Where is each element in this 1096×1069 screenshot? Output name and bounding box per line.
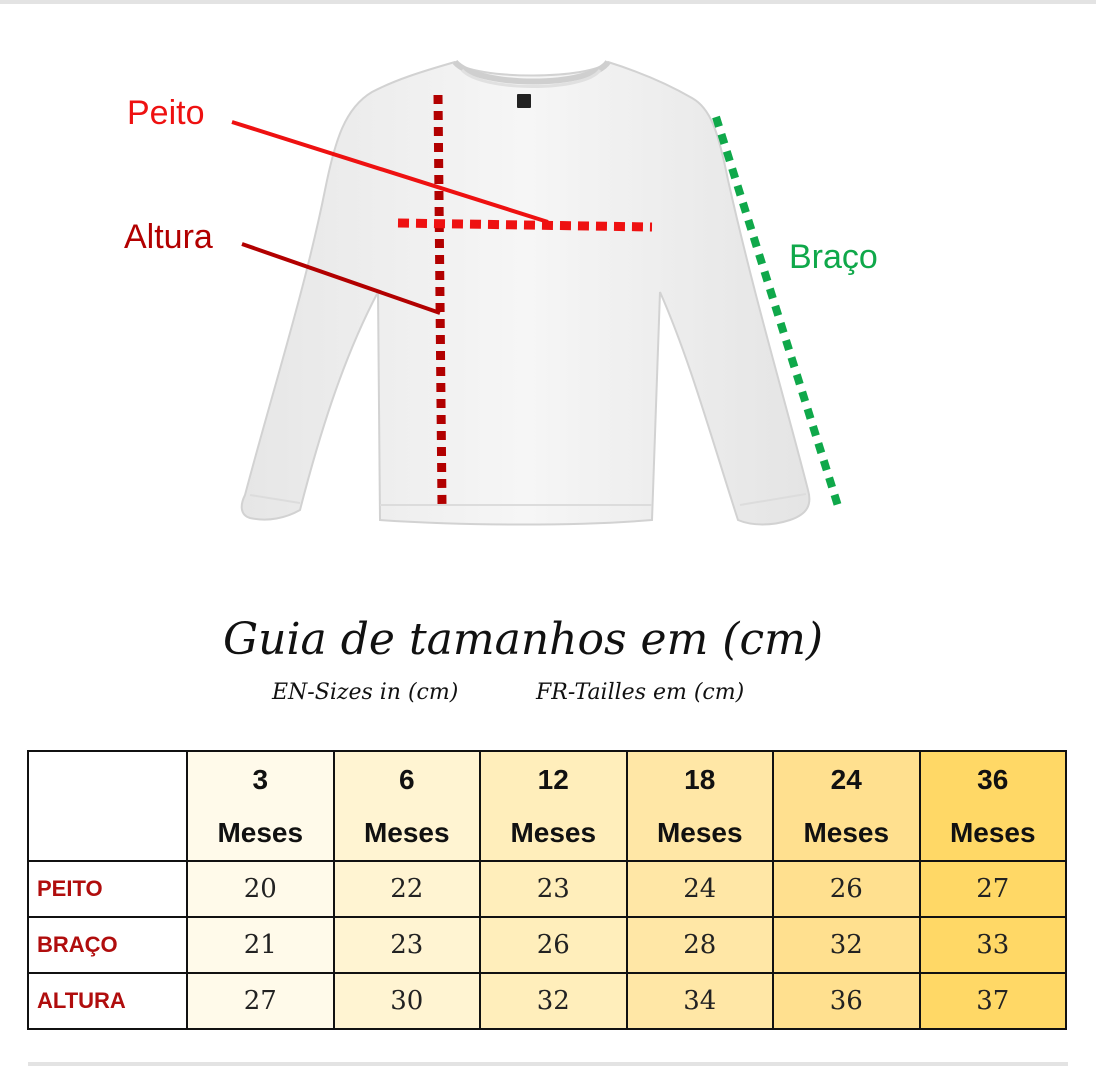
size-unit: Meses: [217, 817, 304, 848]
size-number: 18: [684, 764, 716, 795]
table-row: [28, 973, 1066, 1029]
size-unit: Meses: [363, 817, 450, 848]
table-header-row: [28, 751, 1066, 861]
peito-label: Peito: [127, 94, 205, 132]
size-number: 12: [537, 764, 569, 795]
corner-cell: [28, 751, 187, 861]
tag-icon: [517, 94, 531, 108]
column-header: [627, 751, 774, 861]
table-row: [28, 917, 1066, 973]
size-unit: Meses: [803, 817, 890, 848]
size-number: 3: [252, 764, 269, 795]
column-header: [334, 751, 481, 861]
table-cell: 34: [627, 973, 774, 1029]
altura-label: Altura: [124, 218, 213, 256]
table-cell: 30: [334, 973, 481, 1029]
size-number: 36: [977, 764, 1009, 795]
table-cell: 23: [480, 861, 627, 917]
table-cell: 36: [773, 973, 920, 1029]
table-cell: 20: [187, 861, 334, 917]
table-cell: 23: [334, 917, 481, 973]
column-header: [773, 751, 920, 861]
row-label: ALTURA: [28, 973, 187, 1029]
table-cell: 32: [773, 917, 920, 973]
row-label: BRAÇO: [28, 917, 187, 973]
row-label: PEITO: [28, 861, 187, 917]
size-unit: Meses: [510, 817, 597, 848]
table-cell: 22: [334, 861, 481, 917]
table-cell: 37: [920, 973, 1067, 1029]
size-number: 24: [830, 764, 862, 795]
column-header: [920, 751, 1067, 861]
table-cell: 26: [480, 917, 627, 973]
table-cell: 21: [187, 917, 334, 973]
table-row: [28, 861, 1066, 917]
shirt-icon: [242, 62, 810, 525]
bottom-divider: [28, 1062, 1068, 1066]
table-cell: 32: [480, 973, 627, 1029]
table-cell: 27: [920, 861, 1067, 917]
size-unit: Meses: [949, 817, 1036, 848]
table-cell: 24: [627, 861, 774, 917]
subtitle-fr: FR-Tailles em (cm): [536, 680, 745, 705]
table-cell: 26: [773, 861, 920, 917]
braco-label: Braço: [789, 238, 878, 276]
table-cell: 33: [920, 917, 1067, 973]
table-cell: 27: [187, 973, 334, 1029]
size-unit: Meses: [656, 817, 743, 848]
size-number: 6: [398, 764, 415, 795]
subtitle-en: EN-Sizes in (cm): [272, 680, 459, 705]
table-cell: 28: [627, 917, 774, 973]
page-title: Guia de tamanhos em (cm): [222, 614, 823, 665]
column-header: [187, 751, 334, 861]
size-table: [27, 750, 1067, 1030]
column-header: [480, 751, 627, 861]
